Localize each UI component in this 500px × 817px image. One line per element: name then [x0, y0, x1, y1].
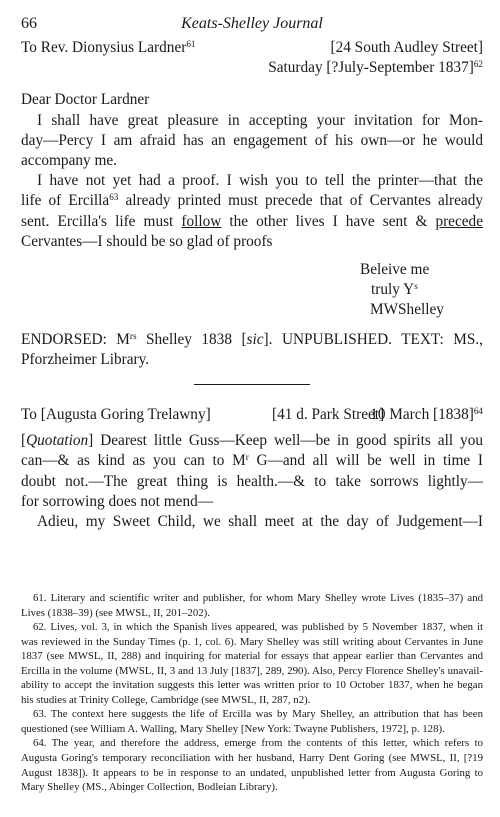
letter-1	[21, 38, 483, 370]
letter-date: 10 March $[1838]^{64}$	[370, 405, 483, 424]
footnote-line: Augusta Goring's temporary reconciliation with her husband, Harry Dent Goring (see MWSL, II, [?19	[21, 752, 483, 765]
letter-address: [24 South Audley Street]	[330, 39, 483, 56]
footnote-line: questioned (see William A. Walling, Mary Shelley [New York: Twayne Publishers, 1972], p. 128).	[21, 722, 445, 735]
footnote-ref-63: 63	[109, 192, 119, 203]
recipient: To Rev. Dionysius Lardner	[21, 39, 187, 56]
paragraph-line: life of Ercilla$^{63}$ already printed must precede that of Cervantes already	[21, 192, 483, 210]
footnote-63: 63. The context here suggests the life of Ercilla was by Mary Shelley, an attribution that has been	[33, 708, 483, 721]
running-header	[21, 14, 483, 34]
paragraph-line: for sorrowing does not mend—	[21, 492, 214, 510]
signature: MWShelley	[370, 301, 444, 319]
footnote-ref-61: 61	[186, 38, 196, 49]
paragraph-line: doubt not.—The great thing is health.—& to take sorrows lightly—	[21, 472, 483, 490]
underlined-word: follow	[181, 212, 222, 230]
footnote-line: 1837 (see MWSL, II, 288) and inquiring for material for essays that appear earlier than Cervantes and	[21, 650, 483, 663]
recipient: To [Augusta Goring Trelawny]	[21, 406, 211, 424]
footnote-ref-62: 62	[473, 59, 483, 70]
page-number: 66	[21, 15, 37, 32]
footnote-line: Lives (1838–39) (see MWSL, II, 201–202).	[21, 606, 210, 619]
endorsement: ENDORSED: $M^{rs}$ Shelley 1838 [sic]. UNPUBLISHED. TEXT: MS.,	[21, 330, 483, 348]
footnote-line: his studies at Trinity College, Cambridge (see MWSL, II, 287, n2).	[21, 693, 311, 706]
paragraph-line: I shall have great pleasure in accepting your invitation for Mon-	[37, 111, 483, 129]
paragraph-line: day—Percy I am afraid has an engagement of his own—or he would	[21, 131, 483, 149]
footnotes	[21, 591, 483, 795]
source-line: Pforzheimer Library.	[21, 350, 150, 368]
footnote-64: 64. The year, and therefore the address, emerge from the contents of this letter, which refers to	[33, 737, 483, 750]
letter-1-heading	[21, 38, 483, 58]
footnote-line: Ercilla in the volume (MWSL, II, 3 and 13 July [1837], 289, 290). Also, Percy Florence Shelley's unavail-	[21, 664, 483, 677]
page-body	[21, 14, 483, 532]
footnote-ref-64: 64	[473, 405, 483, 416]
footnote-61: 61. Literary and scientific writer and publisher, for whom Mary Shelley wrote Lives (1835–37) and	[33, 592, 483, 604]
underlined-word: precede	[435, 212, 483, 230]
footnote-line: Mary Shelley (MS., Abinger Collection, Bodleian Library).	[21, 781, 278, 794]
paragraph-line: accompany me.	[21, 152, 117, 169]
paragraph-line: sent. Ercilla's life must follow the other lives I have sent & precede	[21, 212, 483, 230]
salutation: Dear Doctor Lardner	[21, 91, 150, 109]
letter-closing: Beleive me truly $Y^s$ MWShelley	[21, 260, 483, 321]
journal-title: Keats-Shelley Journal	[181, 15, 323, 32]
letter-2	[21, 405, 483, 532]
paragraph-line: [Quotation] Dearest little Guss—Keep well—be in good spirits all you	[21, 432, 483, 450]
footnote-line: August 1838]). It appears to be in response to an undated, unpublished letter from Augusta Goring to	[21, 766, 483, 779]
paragraph-line: Cervantes—I should be so glad of proofs	[21, 232, 273, 250]
paragraph-line: I have not yet had a proof. I wish you to tell the printer—that the	[37, 172, 483, 190]
paragraph-line: Adieu, my Sweet Child, we shall meet at the day of Judgement—I	[37, 513, 483, 531]
letter-address: [41 d. Park Street]	[272, 406, 385, 424]
footnote-line: ability to accept the invitation suggests this letter was written prior to 10 October 1837, when he began	[21, 679, 483, 692]
footnote-62: 62. Lives, vol. 3, in which the Spanish lives appeared, was published by 5 November 1837, when it	[33, 621, 483, 634]
paragraph-line: can—& as kind as you can to $M^r$ G—and all will be well in time I	[21, 452, 483, 470]
letter-date: Saturday [?July-September 1837]$^{62}$	[268, 59, 483, 77]
letter-2-heading	[21, 405, 483, 425]
footnote-line: was reviewed in the Sunday Times (p. 1, col. 6). Mary Shelley was still writing about Cervantes in June	[21, 635, 483, 648]
